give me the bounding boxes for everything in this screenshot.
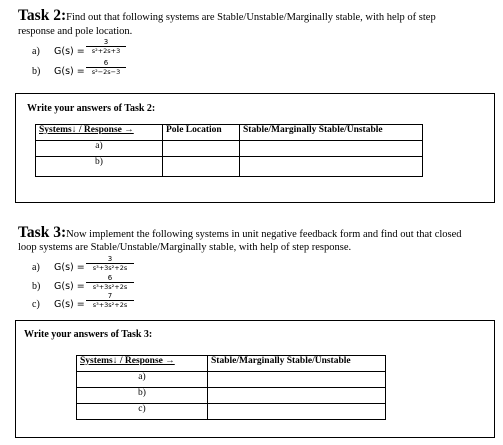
fraction-numerator: 3 (103, 38, 109, 46)
task2-text-line1: Find out that following systems are Stable/Unstable/Marginally stable, with help of step (66, 12, 436, 23)
task2-heading: Task 2: (18, 7, 67, 24)
task3-text-line2: loop systems are Stable/Unstable/Marginally stable, with help of step response. (18, 242, 352, 253)
header-pole-location: Pole Location (163, 125, 240, 141)
equation-lhs: G(s) = (54, 281, 85, 292)
answer-cell[interactable] (208, 404, 386, 420)
fraction-numerator: 6 (107, 274, 113, 282)
answer-cell[interactable] (240, 157, 423, 177)
equation-lhs: G(s) = (54, 66, 85, 77)
table-header-row (77, 356, 386, 372)
fraction-denominator: s³+3s²+2s (92, 264, 128, 272)
answer-cell[interactable] (208, 372, 386, 388)
fraction-denominator: s³+3s²+2s (92, 283, 128, 291)
task2-fraction-b (86, 59, 126, 76)
task2-heading-line (18, 8, 436, 24)
fraction-numerator: 6 (103, 59, 109, 67)
task3-answer-title: Write your answers of Task 3: (24, 329, 153, 340)
table-row (77, 404, 386, 420)
fraction-numerator: 7 (107, 292, 113, 300)
row-label: b) (77, 388, 208, 404)
row-label: c) (77, 404, 208, 420)
answer-cell[interactable] (240, 141, 423, 157)
equation-label: a) (32, 46, 40, 57)
row-label: a) (36, 141, 163, 157)
task2-fraction-a (86, 38, 126, 55)
task2-equation-a (32, 47, 85, 57)
row-label: b) (36, 157, 163, 177)
task3-equation-c (32, 300, 85, 310)
fraction-denominator: s²+2s+3 (91, 47, 121, 55)
header-stability: Stable/Marginally Stable/Unstable (208, 356, 386, 372)
table-row (36, 141, 423, 157)
answer-cell[interactable] (208, 388, 386, 404)
fraction-denominator: s³+3s²+2s (92, 301, 128, 309)
equation-lhs: G(s) = (54, 299, 85, 310)
equation-label: b) (32, 66, 41, 77)
task3-fraction-c (86, 292, 134, 309)
table-row (36, 157, 423, 177)
task2-answer-table (35, 124, 423, 177)
equation-label: a) (32, 262, 40, 273)
header-systems: Systems↓ / Response → (77, 356, 208, 372)
answer-cell[interactable] (163, 157, 240, 177)
task3-equation-b (32, 282, 85, 292)
table-row (77, 372, 386, 388)
equation-label: c) (32, 299, 40, 310)
task3-answer-table (76, 355, 386, 420)
header-stability: Stable/Marginally Stable/Unstable (240, 125, 423, 141)
fraction-denominator: s²−2s−3 (91, 68, 121, 76)
task3-heading: Task 3: (18, 224, 67, 241)
equation-lhs: G(s) = (54, 46, 85, 57)
equation-lhs: G(s) = (54, 262, 85, 273)
task3-equation-a (32, 263, 85, 273)
row-label: a) (77, 372, 208, 388)
table-header-row (36, 125, 423, 141)
task2-text-line2: response and pole location. (18, 26, 133, 37)
equation-label: b) (32, 281, 41, 292)
task2-equation-b (32, 67, 85, 77)
task3-heading-line (18, 225, 462, 241)
task3-fraction-a (86, 255, 134, 272)
header-systems: Systems↓ / Response → (36, 125, 163, 141)
task3-text-line1: Now implement the following systems in unit negative feedback form and find out that closed (66, 229, 462, 240)
task2-answer-title: Write your answers of Task 2: (27, 103, 156, 114)
table-row (77, 388, 386, 404)
task3-fraction-b (86, 274, 134, 291)
fraction-numerator: 3 (107, 255, 113, 263)
answer-cell[interactable] (163, 141, 240, 157)
